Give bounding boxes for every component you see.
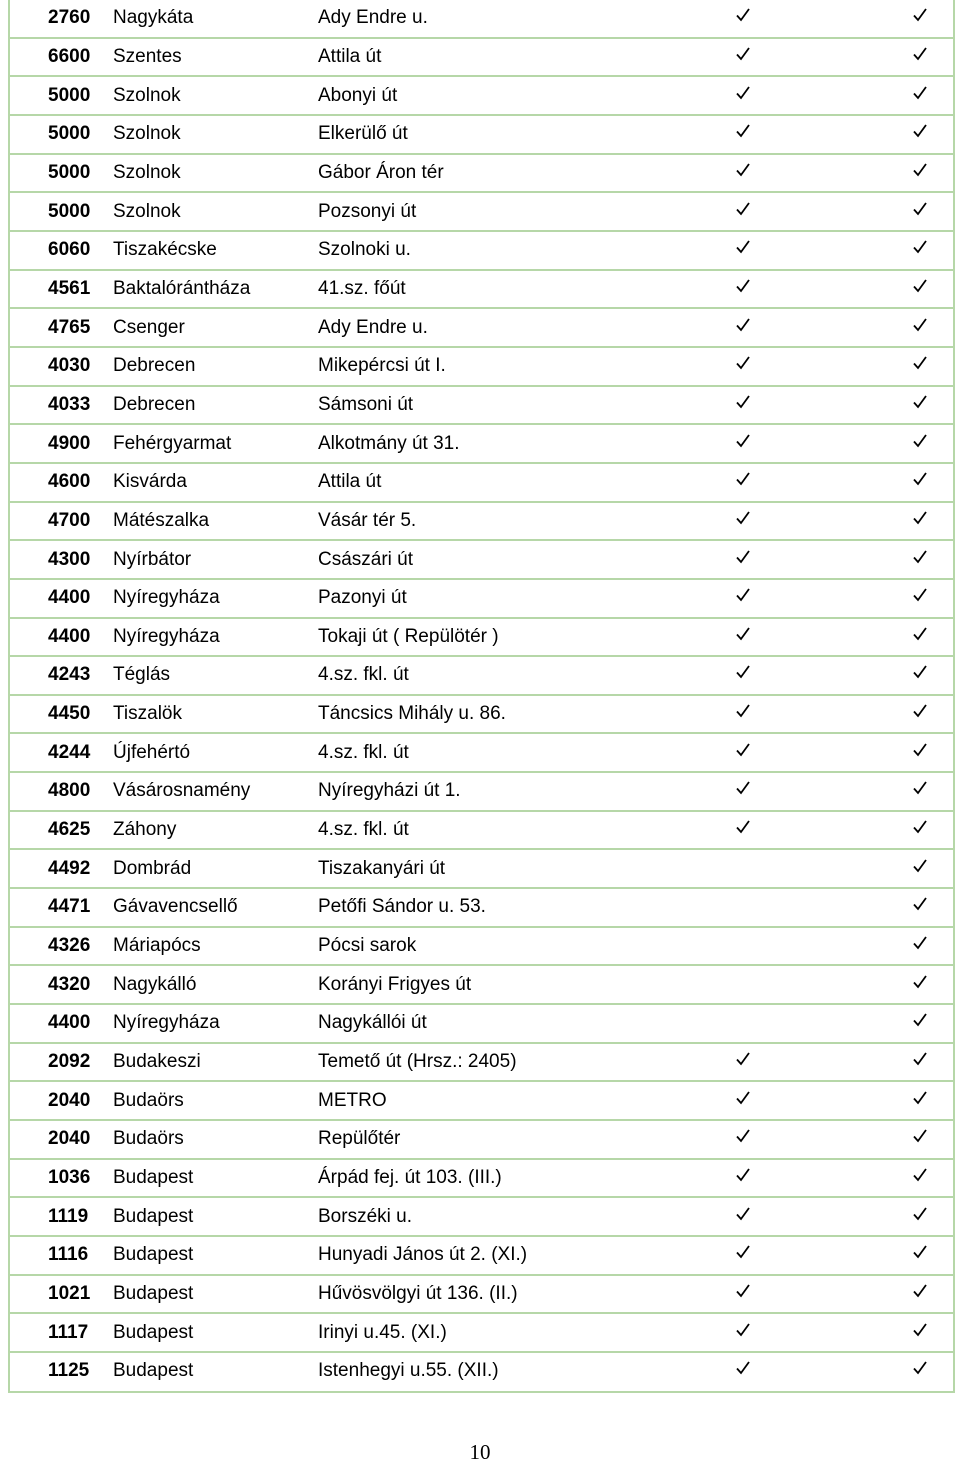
location-table-container (8, 0, 955, 1393)
city-cell: Debrecen (113, 347, 318, 386)
zip-cell: 6060 (10, 231, 113, 270)
check-column-2 (838, 38, 953, 77)
table-row (10, 656, 953, 695)
check-column-1 (648, 618, 838, 657)
checkmark-icon (912, 317, 928, 338)
street-cell: Attila út (318, 38, 648, 77)
checkmark-icon (912, 1090, 928, 1111)
street-cell: Istenhegyi u.55. (XII.) (318, 1360, 499, 1382)
location-table-body (10, 0, 953, 1390)
checkmark-icon (735, 471, 751, 492)
table-row (10, 927, 953, 966)
table-row (10, 1159, 953, 1198)
table-row (10, 733, 953, 772)
checkmark-icon (735, 433, 751, 454)
check-column-2 (838, 1197, 953, 1236)
check-column-2 (838, 424, 953, 463)
check-column-1 (648, 192, 838, 231)
street-cell: Gábor Áron tér (318, 154, 648, 193)
checkmark-icon (912, 239, 928, 260)
zip-cell: 4471 (10, 888, 113, 927)
street-cell: Árpád fej. út 103. (III.) (318, 1159, 648, 1198)
table-row (10, 192, 953, 231)
table-row (10, 347, 953, 386)
zip-cell: 4320 (10, 965, 113, 1004)
table-row (10, 695, 953, 734)
zip-cell: 4400 (10, 579, 113, 618)
table-row (10, 1043, 953, 1082)
checkmark-icon (735, 123, 751, 144)
street-cell: Abonyi út (318, 76, 648, 115)
check-column-2 (838, 656, 953, 695)
zip-cell: 4400 (10, 618, 113, 657)
check-column-1 (648, 231, 838, 270)
table-row (10, 424, 953, 463)
checkmark-icon (912, 819, 928, 840)
check-column-2 (838, 308, 953, 347)
check-column-2 (838, 772, 953, 811)
checkmark-icon (735, 1128, 751, 1149)
zip-cell: 4625 (10, 811, 113, 850)
street-cell: 4.sz. fkl. út (318, 656, 648, 695)
checkmark-icon (912, 858, 928, 879)
table-row (10, 231, 953, 270)
street-cell: Hűvösvölgyi út 136. (II.) (318, 1275, 648, 1314)
checkmark-icon (912, 46, 928, 67)
checkmark-icon (912, 1051, 928, 1072)
table-row (10, 76, 953, 115)
check-column-1 (648, 1313, 838, 1352)
check-column-2 (838, 1236, 953, 1275)
zip-cell: 4900 (10, 424, 113, 463)
zip-cell: 4450 (10, 695, 113, 734)
checkmark-icon (735, 85, 751, 106)
zip-cell: 6600 (10, 38, 113, 77)
zip-cell: 1036 (10, 1159, 113, 1198)
check-column-2 (838, 1159, 953, 1198)
zip-cell: 5000 (10, 115, 113, 154)
table-row (10, 1236, 953, 1275)
check-column-2 (838, 0, 953, 38)
table-row (10, 502, 953, 541)
checkmark-icon (735, 1244, 751, 1265)
checkmark-icon (735, 1206, 751, 1227)
city-cell: Budapest (113, 1236, 318, 1275)
check-column-2 (838, 1313, 953, 1352)
checkmark-icon (912, 1206, 928, 1227)
checkmark-icon (735, 317, 751, 338)
table-row (10, 540, 953, 579)
check-column-2 (838, 463, 953, 502)
zip-cell: 4600 (10, 463, 113, 502)
check-column-2 (838, 1004, 953, 1043)
street-cell: METRO (318, 1081, 648, 1120)
city-cell: Budapest (113, 1313, 318, 1352)
city-cell: Nyíregyháza (113, 1004, 318, 1043)
zip-cell: 2760 (10, 0, 113, 38)
zip-cell: 4300 (10, 540, 113, 579)
city-cell: Nyíregyháza (113, 579, 318, 618)
checkmark-icon (912, 1128, 928, 1149)
check-column-2 (838, 888, 953, 927)
city-cell: Szolnok (113, 76, 318, 115)
zip-cell: 1116 (10, 1236, 113, 1275)
checkmark-icon (912, 1167, 928, 1188)
checkmark-icon (735, 7, 751, 28)
city-cell: Szolnok (113, 115, 318, 154)
zip-cell: 2040 (10, 1081, 113, 1120)
street-cell: Nyíregyházi út 1. (318, 772, 648, 811)
check-column-1 (648, 733, 838, 772)
table-row (10, 811, 953, 850)
table-row (10, 463, 953, 502)
table-row (10, 115, 953, 154)
zip-cell: 4244 (10, 733, 113, 772)
city-cell: Kisvárda (113, 463, 318, 502)
zip-cell: 4492 (10, 849, 113, 888)
zip-cell: 2040 (10, 1120, 113, 1159)
checkmark-icon (912, 1322, 928, 1343)
street-cell: Vásár tér 5. (318, 502, 648, 541)
check-column-1 (648, 308, 838, 347)
check-column-1 (648, 347, 838, 386)
check-column-1 (648, 849, 838, 888)
check-column-1 (648, 1159, 838, 1198)
zip-cell: 4800 (10, 772, 113, 811)
checkmark-icon (912, 1360, 928, 1381)
check-column-1 (648, 386, 838, 425)
street-cell: Pócsi sarok (318, 927, 648, 966)
check-column-2 (838, 76, 953, 115)
check-column-1 (648, 888, 838, 927)
street-cell: 4.sz. fkl. út (318, 811, 648, 850)
table-row (10, 1197, 953, 1236)
check-column-2 (838, 1352, 953, 1390)
check-column-2 (838, 1081, 953, 1120)
zip-cell: 1125 (48, 1360, 90, 1382)
check-column-1 (648, 1081, 838, 1120)
check-column-1 (648, 656, 838, 695)
check-column-1 (648, 1197, 838, 1236)
check-column-2 (838, 927, 953, 966)
city-cell: Nyírbátor (113, 540, 318, 579)
street-cell: Alkotmány út 31. (318, 424, 648, 463)
city-cell: Tiszakécske (113, 231, 318, 270)
street-cell: Táncsics Mihály u. 86. (318, 695, 648, 734)
check-column-2 (838, 154, 953, 193)
city-cell: Budapest (113, 1360, 194, 1382)
checkmark-icon (912, 278, 928, 299)
checkmark-icon (735, 1051, 751, 1072)
street-cell: Elkerülő út (318, 115, 648, 154)
check-column-2 (838, 811, 953, 850)
zip-cell: 4561 (10, 270, 113, 309)
street-cell: Sámsoni út (318, 386, 648, 425)
check-column-2 (838, 270, 953, 309)
table-row (10, 772, 953, 811)
zip-cell: 2092 (10, 1043, 113, 1082)
check-column-2 (838, 347, 953, 386)
zip-cell: 5000 (10, 154, 113, 193)
street-cell: Ady Endre u. (318, 308, 648, 347)
street-cell: Tiszakanyári út (318, 849, 648, 888)
street-cell: Mikepércsi út I. (318, 347, 648, 386)
street-cell: Ady Endre u. (318, 0, 648, 38)
city-cell: Debrecen (113, 386, 318, 425)
table-row (10, 1352, 953, 1390)
city-cell: Szolnok (113, 154, 318, 193)
zip-cell: 5000 (10, 192, 113, 231)
zip-cell: 1119 (10, 1197, 113, 1236)
check-column-1 (648, 1275, 838, 1314)
checkmark-icon (912, 1012, 928, 1033)
street-cell: Tokaji út ( Repülötér ) (318, 618, 648, 657)
city-cell: Vásárosnamény (113, 772, 318, 811)
check-column-2 (838, 618, 953, 657)
check-column-2 (838, 386, 953, 425)
checkmark-icon (735, 664, 751, 685)
checkmark-icon (735, 587, 751, 608)
city-cell: Záhony (113, 811, 318, 850)
city-cell: Tiszalök (113, 695, 318, 734)
table-row (10, 888, 953, 927)
check-column-2 (838, 231, 953, 270)
checkmark-icon (912, 510, 928, 531)
city-cell: Újfehértó (113, 733, 318, 772)
street-cell: Pazonyi út (318, 579, 648, 618)
zip-cell: 1117 (10, 1313, 113, 1352)
check-column-1 (648, 695, 838, 734)
table-row (10, 270, 953, 309)
city-cell: Nagykáta (113, 0, 318, 38)
checkmark-icon (912, 742, 928, 763)
city-cell: Máriapócs (113, 927, 318, 966)
check-column-1 (648, 38, 838, 77)
street-cell: Korányi Frigyes út (318, 965, 648, 1004)
city-cell: Mátészalka (113, 502, 318, 541)
checkmark-icon (912, 664, 928, 685)
zip-cell: 4400 (10, 1004, 113, 1043)
city-cell: Dombrád (113, 849, 318, 888)
city-cell: Budapest (113, 1275, 318, 1314)
street-cell: Császári út (318, 540, 648, 579)
checkmark-icon (912, 355, 928, 376)
checkmark-icon (912, 626, 928, 647)
table-row (10, 965, 953, 1004)
check-column-1 (648, 1352, 838, 1390)
city-cell: Budaörs (113, 1120, 318, 1159)
checkmark-icon (735, 819, 751, 840)
zip-cell: 4326 (10, 927, 113, 966)
checkmark-icon (912, 123, 928, 144)
zip-cell: 4765 (10, 308, 113, 347)
street-cell: Repülőtér (318, 1120, 648, 1159)
zip-cell: 1021 (10, 1275, 113, 1314)
check-column-1 (648, 115, 838, 154)
zip-cell: 4243 (10, 656, 113, 695)
check-column-1 (648, 579, 838, 618)
checkmark-icon (912, 471, 928, 492)
checkmark-icon (735, 780, 751, 801)
city-cell: Budapest (113, 1197, 318, 1236)
checkmark-icon (735, 394, 751, 415)
check-column-2 (838, 965, 953, 1004)
table-row (10, 38, 953, 77)
checkmark-icon (912, 1244, 928, 1265)
checkmark-icon (735, 1090, 751, 1111)
checkmark-icon (735, 1283, 751, 1304)
check-column-1 (648, 927, 838, 966)
check-column-1 (648, 502, 838, 541)
city-cell: Fehérgyarmat (113, 424, 318, 463)
street-cell: Nagykállói út (318, 1004, 648, 1043)
check-column-1 (648, 540, 838, 579)
check-column-1 (648, 0, 838, 38)
checkmark-icon (912, 587, 928, 608)
check-column-1 (648, 1236, 838, 1275)
check-column-2 (838, 579, 953, 618)
checkmark-icon (735, 1322, 751, 1343)
check-column-2 (838, 695, 953, 734)
check-column-2 (838, 1043, 953, 1082)
checkmark-icon (735, 742, 751, 763)
checkmark-icon (735, 510, 751, 531)
check-column-1 (648, 154, 838, 193)
checkmark-icon (912, 935, 928, 956)
checkmark-icon (912, 7, 928, 28)
city-cell: Gávavencsellő (113, 888, 318, 927)
checkmark-icon (735, 1360, 751, 1381)
zip-cell: 4033 (10, 386, 113, 425)
table-row (10, 849, 953, 888)
street-cell: Temető út (Hrsz.: 2405) (318, 1043, 648, 1082)
table-row (10, 386, 953, 425)
street-cell: Borszéki u. (318, 1197, 648, 1236)
check-column-2 (838, 1275, 953, 1314)
city-cell: Téglás (113, 656, 318, 695)
zip-cell: 4030 (10, 347, 113, 386)
check-column-2 (838, 733, 953, 772)
checkmark-icon (735, 549, 751, 570)
city-cell: Budaörs (113, 1081, 318, 1120)
checkmark-icon (735, 703, 751, 724)
check-column-1 (648, 76, 838, 115)
zip-cell: 5000 (10, 76, 113, 115)
check-column-2 (838, 849, 953, 888)
check-column-1 (648, 1043, 838, 1082)
table-row (10, 1275, 953, 1314)
checkmark-icon (735, 201, 751, 222)
checkmark-icon (912, 85, 928, 106)
street-cell: Hunyadi János út 2. (XI.) (318, 1236, 648, 1275)
street-cell: Attila út (318, 463, 648, 502)
city-cell: Budakeszi (113, 1043, 318, 1082)
city-cell: Nagykálló (113, 965, 318, 1004)
check-column-1 (648, 463, 838, 502)
table-row (10, 1004, 953, 1043)
location-table (10, 0, 953, 1390)
checkmark-icon (912, 1283, 928, 1304)
checkmark-icon (735, 162, 751, 183)
city-cell: Baktalórántháza (113, 270, 318, 309)
checkmark-icon (735, 46, 751, 67)
table-row (10, 0, 953, 38)
zip-cell: 4700 (10, 502, 113, 541)
checkmark-icon (912, 703, 928, 724)
street-cell: Irinyi u.45. (XI.) (318, 1313, 648, 1352)
checkmark-icon (912, 201, 928, 222)
street-cell: 41.sz. főút (318, 270, 648, 309)
checkmark-icon (912, 433, 928, 454)
checkmark-icon (912, 549, 928, 570)
table-row (10, 579, 953, 618)
page-number: 10 (469, 1440, 491, 1464)
checkmark-icon (735, 278, 751, 299)
checkmark-icon (735, 1167, 751, 1188)
check-column-1 (648, 772, 838, 811)
city-cell: Szolnok (113, 192, 318, 231)
table-row (10, 154, 953, 193)
check-column-1 (648, 1120, 838, 1159)
city-cell: Szentes (113, 38, 318, 77)
table-row (10, 308, 953, 347)
street-cell: Petőfi Sándor u. 53. (318, 888, 648, 927)
check-column-1 (648, 424, 838, 463)
checkmark-icon (735, 626, 751, 647)
check-column-2 (838, 502, 953, 541)
city-cell: Budapest (113, 1159, 318, 1198)
table-row (10, 1120, 953, 1159)
check-column-2 (838, 115, 953, 154)
table-row (10, 1313, 953, 1352)
street-cell: 4.sz. fkl. út (318, 733, 648, 772)
table-row (10, 1081, 953, 1120)
checkmark-icon (912, 780, 928, 801)
check-column-1 (648, 811, 838, 850)
checkmark-icon (912, 394, 928, 415)
check-column-2 (838, 192, 953, 231)
checkmark-icon (912, 974, 928, 995)
city-cell: Nyíregyháza (113, 618, 318, 657)
street-cell: Pozsonyi út (318, 192, 648, 231)
checkmark-icon (735, 355, 751, 376)
check-column-1 (648, 965, 838, 1004)
checkmark-icon (912, 162, 928, 183)
check-column-1 (648, 1004, 838, 1043)
checkmark-icon (912, 896, 928, 917)
check-column-2 (838, 1120, 953, 1159)
check-column-2 (838, 540, 953, 579)
check-column-1 (648, 270, 838, 309)
table-row (10, 618, 953, 657)
street-cell: Szolnoki u. (318, 231, 648, 270)
city-cell: Csenger (113, 308, 318, 347)
checkmark-icon (735, 239, 751, 260)
